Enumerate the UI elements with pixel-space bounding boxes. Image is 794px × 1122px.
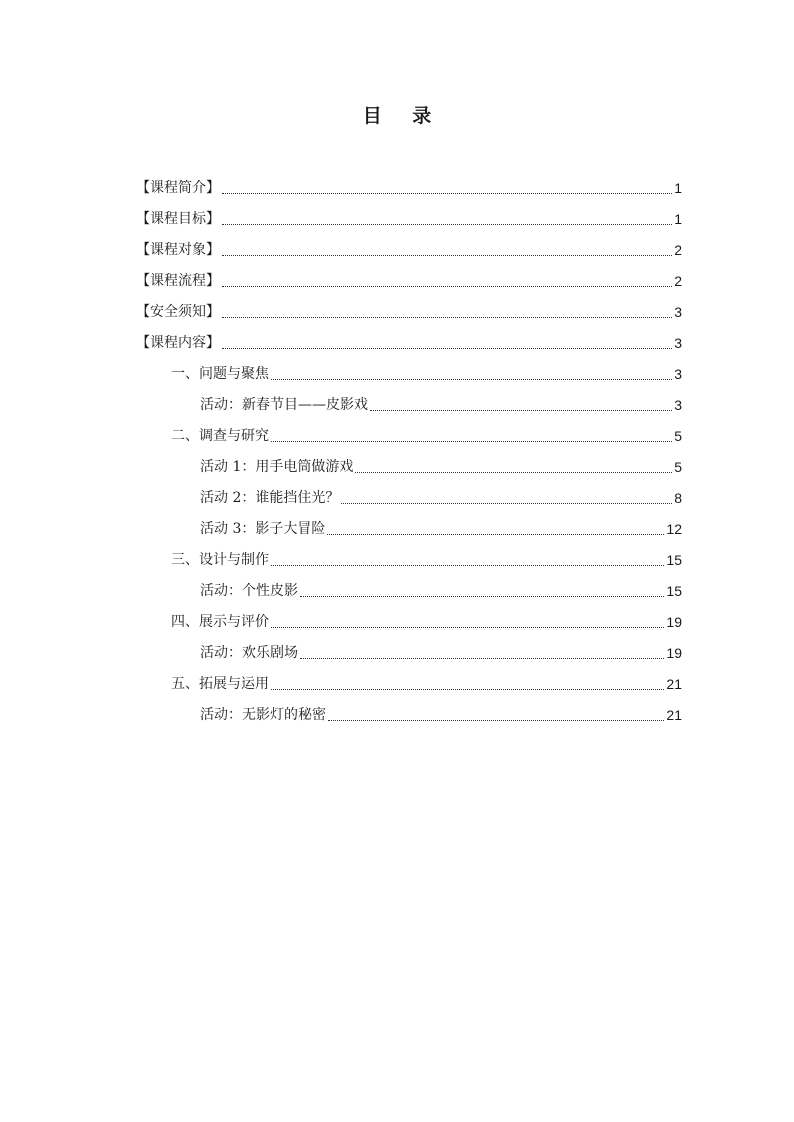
toc-dot-leader (271, 689, 664, 690)
toc-page-number: 3 (674, 397, 682, 413)
toc-entry[interactable] (136, 291, 682, 322)
toc-dot-leader (271, 379, 672, 380)
toc-entry-label: 活动：新春节目——皮影戏 (200, 397, 368, 413)
toc-entry[interactable] (136, 632, 682, 663)
toc-dot-leader (222, 193, 672, 194)
toc-page-number: 8 (674, 490, 682, 506)
toc-dot-leader (222, 348, 672, 349)
toc-page-number: 2 (674, 273, 682, 289)
toc-entry[interactable] (136, 353, 682, 384)
toc-page-number: 1 (674, 180, 682, 196)
toc-dot-leader (327, 534, 664, 535)
toc-entry-label: 【课程目标】 (136, 211, 220, 227)
toc-dot-leader (271, 565, 664, 566)
toc-page-number: 1 (674, 211, 682, 227)
toc-entry[interactable] (136, 198, 682, 229)
toc-page-number: 15 (666, 552, 682, 568)
table-of-contents (136, 167, 682, 725)
toc-entry[interactable] (136, 477, 682, 508)
toc-entry[interactable] (136, 570, 682, 601)
toc-entry-label: 【课程流程】 (136, 273, 220, 289)
toc-dot-leader (271, 627, 664, 628)
toc-dot-leader (370, 410, 672, 411)
toc-page-number: 21 (666, 707, 682, 723)
toc-entry-label: 活动 3：影子大冒险 (200, 521, 326, 537)
toc-dot-leader (271, 441, 672, 442)
toc-page-number: 15 (666, 583, 682, 599)
toc-page-number: 3 (674, 304, 682, 320)
toc-entry[interactable] (136, 260, 682, 291)
toc-entry-label: 活动：无影灯的秘密 (200, 707, 326, 723)
toc-page-number: 21 (666, 676, 682, 692)
toc-entry-label: 五、拓展与运用 (171, 676, 269, 692)
toc-dot-leader (222, 255, 672, 256)
toc-entry[interactable] (136, 539, 682, 570)
toc-entry[interactable] (136, 601, 682, 632)
toc-page-number: 5 (674, 459, 682, 475)
toc-entry[interactable] (136, 446, 682, 477)
toc-entry[interactable] (136, 663, 682, 694)
toc-dot-leader (341, 503, 672, 504)
toc-entry-label: 【课程对象】 (136, 242, 220, 258)
toc-page-number: 19 (666, 645, 682, 661)
toc-entry-label: 【课程内容】 (136, 335, 220, 351)
toc-entry[interactable] (136, 694, 682, 725)
toc-dot-leader (300, 658, 664, 659)
toc-page-number: 3 (674, 366, 682, 382)
toc-entry-label: 活动 2：谁能挡住光？ (200, 490, 340, 506)
toc-entry[interactable] (136, 508, 682, 539)
toc-dot-leader (222, 317, 672, 318)
toc-entry-label: 一、问题与聚焦 (171, 366, 269, 382)
toc-dot-leader (222, 286, 672, 287)
toc-entry-label: 三、设计与制作 (171, 552, 269, 568)
toc-page-number: 12 (666, 521, 682, 537)
toc-entry-label: 活动：个性皮影 (200, 583, 298, 599)
toc-entry-label: 【课程简介】 (136, 180, 220, 196)
toc-entry-label: 活动 1：用手电筒做游戏 (200, 459, 354, 475)
page-title: 目 录 (362, 105, 444, 127)
toc-entry-label: 活动：欢乐剧场 (200, 645, 298, 661)
toc-entry-label: 【安全须知】 (136, 304, 220, 320)
toc-entry-label: 四、展示与评价 (171, 614, 269, 630)
toc-dot-leader (355, 472, 672, 473)
toc-entry[interactable] (136, 229, 682, 260)
toc-page-number: 19 (666, 614, 682, 630)
toc-dot-leader (222, 224, 672, 225)
toc-dot-leader (300, 596, 664, 597)
toc-entry-label: 二、调查与研究 (171, 428, 269, 444)
toc-entry[interactable] (136, 415, 682, 446)
toc-page-number: 2 (674, 242, 682, 258)
toc-entry[interactable] (136, 384, 682, 415)
toc-page-number: 5 (674, 428, 682, 444)
toc-entry[interactable] (136, 322, 682, 353)
toc-dot-leader (328, 720, 664, 721)
toc-page-number: 3 (674, 335, 682, 351)
toc-entry[interactable] (136, 167, 682, 198)
